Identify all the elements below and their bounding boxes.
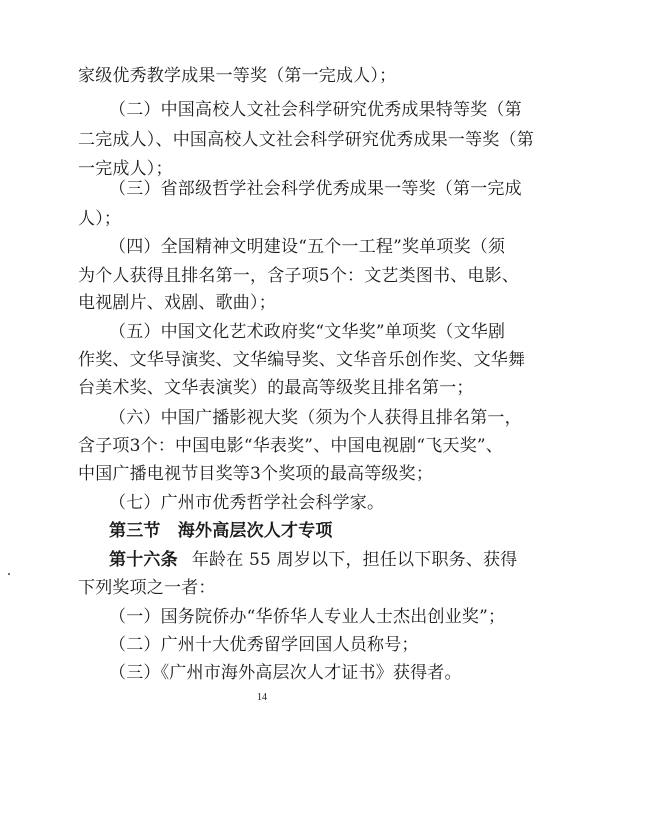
page-number: 14 xyxy=(257,692,267,703)
article-text-continuation: 下列奖项之一者： xyxy=(78,578,216,598)
text-line: （六）中国广播影视大奖（须为个人获得且排名第一， xyxy=(109,408,522,428)
scan-speck xyxy=(8,573,10,575)
list-item: （二）广州十大优秀留学回国人员称号； xyxy=(109,635,419,655)
text-line: （七）广州市优秀哲学社会科学家。 xyxy=(109,493,385,513)
text-line: （三）省部级哲学社会科学优秀成果一等奖（第一完成 xyxy=(109,179,522,199)
article-text: 年龄在 55 周岁以下，担任以下职务、获得 xyxy=(191,550,518,570)
text-line: 家级优秀教学成果一等奖（第一完成人）； xyxy=(78,66,397,86)
text-line: 中国广播电视节目奖等3个奖项的最高等级奖； xyxy=(78,464,434,484)
text-line: 一完成人）； xyxy=(78,159,173,179)
list-item: （一）国务院侨办“华侨华人专业人士杰出创业奖”； xyxy=(109,607,506,627)
text-line: 电视剧片、戏剧、歌曲）； xyxy=(78,293,276,313)
text-line: （四）全国精神文明建设“五个一工程”奖单项奖（须 xyxy=(109,237,506,257)
text-line: 作奖、文华导演奖、文华编导奖、文华音乐创作奖、文华舞 xyxy=(78,350,526,370)
text-line: 含子项3个：中国电影“华表奖”、中国电视剧“飞天奖”、 xyxy=(78,436,503,456)
text-line: （五）中国文化艺术政府奖“文华奖”单项奖（文华剧 xyxy=(109,322,506,342)
article-label: 第十六条 xyxy=(109,550,178,570)
text-line: 台美术奖、文华表演奖）的最高等级奖且排名第一； xyxy=(78,378,474,398)
section-heading: 第三节 海外高层次人才专项 xyxy=(109,521,333,541)
article-line xyxy=(109,550,517,570)
text-line: 为个人获得且排名第一，含子项5个：文艺类图书、电影、 xyxy=(78,266,520,286)
text-line: 二完成人）、中国高校人文社会科学研究优秀成果一等奖（第 xyxy=(78,130,534,150)
text-line: （二）中国高校人文社会科学研究优秀成果特等奖（第 xyxy=(109,100,522,120)
list-item: （三）《广州市海外高层次人才证书》获得者。 xyxy=(109,663,462,683)
text-line: 人）； xyxy=(78,209,122,229)
